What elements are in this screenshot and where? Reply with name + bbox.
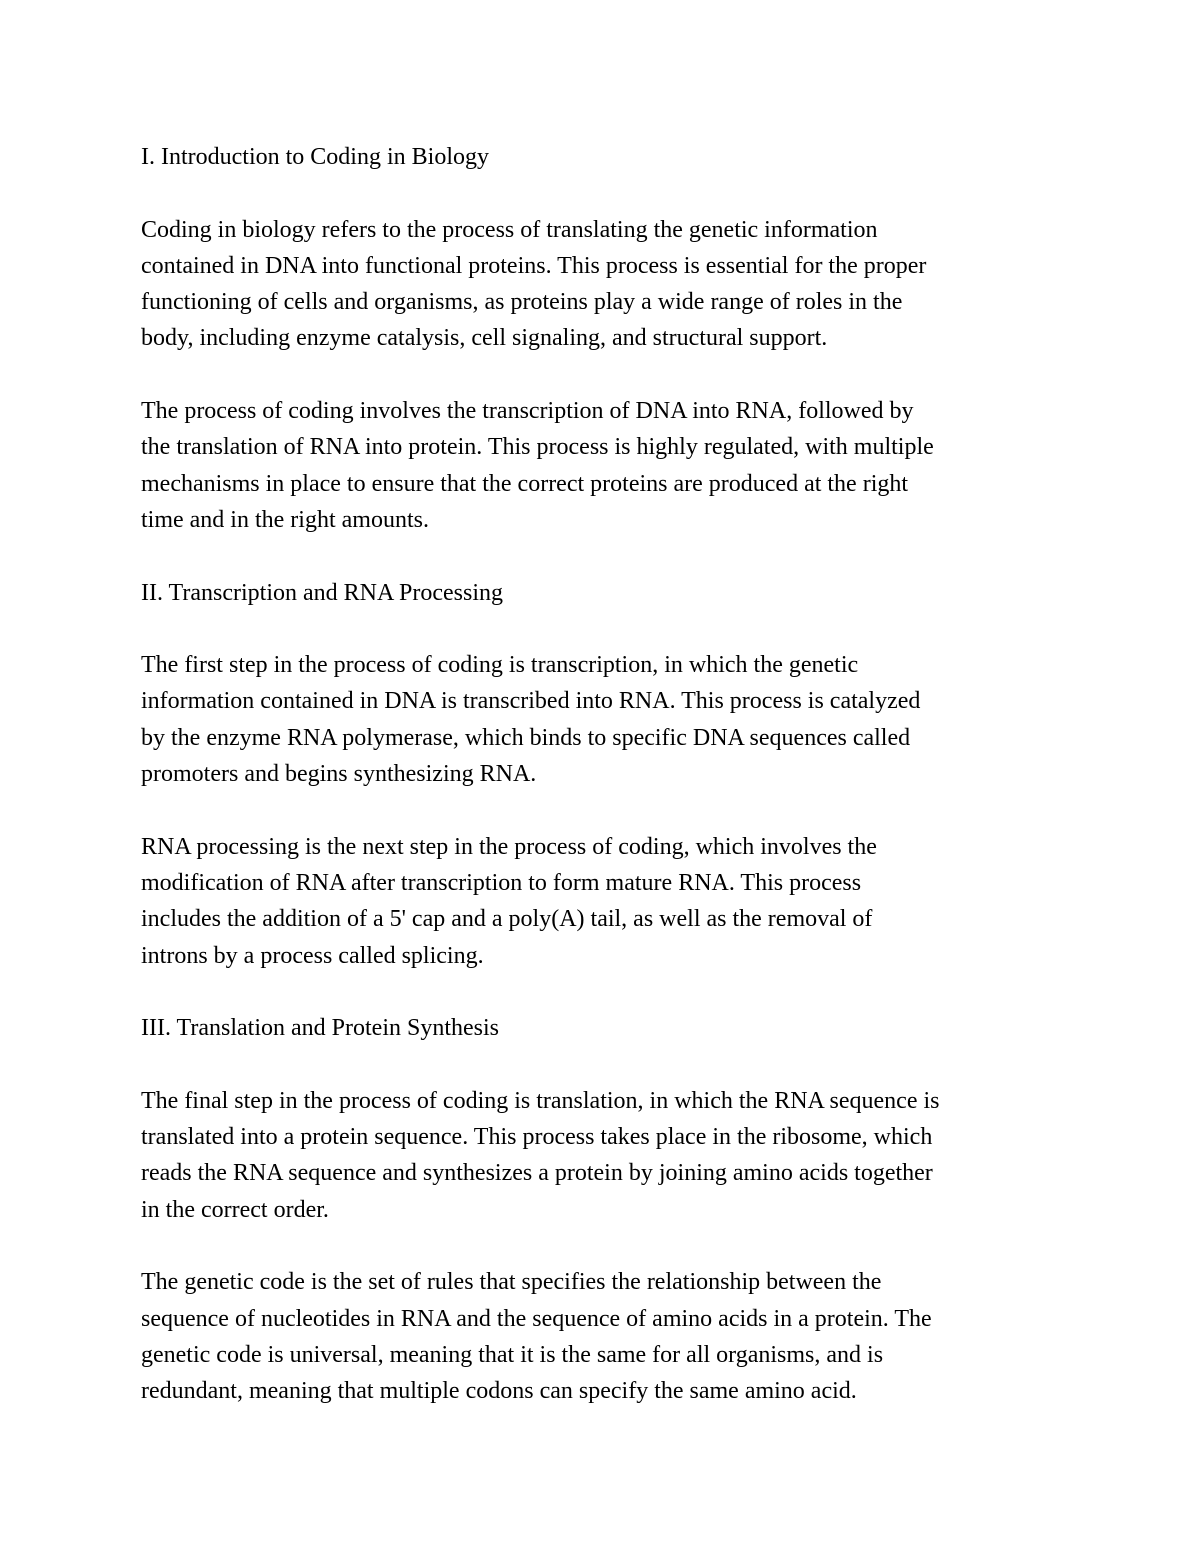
text-line: Coding in biology refers to the process of translating the genetic information (141, 216, 878, 243)
text-line: sequence of nucleotides in RNA and the sequence of amino acids in a protein. The (141, 1305, 932, 1332)
text-line: the translation of RNA into protein. This process is highly regulated, with multiple (141, 434, 934, 461)
document-body (141, 139, 1071, 1409)
text-line: promoters and begins synthesizing RNA. (141, 761, 537, 788)
text-line: functioning of cells and organisms, as proteins play a wide range of roles in the (141, 289, 903, 316)
text-line: mechanisms in place to ensure that the correct proteins are produced at the right (141, 470, 909, 497)
paragraph-coding-definition (141, 212, 1071, 357)
text-line: information contained in DNA is transcribed into RNA. This process is catalyzed (141, 688, 921, 715)
text-line: modification of RNA after transcription to form mature RNA. This process (141, 869, 862, 896)
text-line: body, including enzyme catalysis, cell signaling, and structural support. (141, 325, 828, 352)
text-line: The process of coding involves the transcription of DNA into RNA, followed by (141, 398, 914, 425)
text-line: redundant, meaning that multiple codons can specify the same amino acid. (141, 1378, 857, 1405)
text-line: by the enzyme RNA polymerase, which binds to specific DNA sequences called (141, 724, 911, 751)
text-line: II. Transcription and RNA Processing (141, 579, 503, 606)
text-line: introns by a process called splicing. (141, 942, 484, 969)
text-line: The first step in the process of coding is transcription, in which the genetic (141, 652, 859, 679)
text-line: genetic code is universal, meaning that it is the same for all organisms, and is (141, 1341, 884, 1368)
paragraph-coding-overview (141, 393, 1071, 538)
text-line: III. Translation and Protein Synthesis (141, 1015, 499, 1042)
paragraph-rna-processing (141, 829, 1071, 974)
text-line: translated into a protein sequence. This process takes place in the ribosome, which (141, 1124, 933, 1151)
text-line: in the correct order. (141, 1196, 329, 1223)
section-heading-introduction (141, 139, 1071, 175)
paragraph-translation (141, 1083, 1071, 1228)
section-heading-translation (141, 1010, 1071, 1046)
text-line: I. Introduction to Coding in Biology (141, 144, 489, 170)
text-line: reads the RNA sequence and synthesizes a protein by joining amino acids together (141, 1160, 933, 1187)
text-line: RNA processing is the next step in the process of coding, which involves the (141, 833, 877, 860)
section-heading-transcription (141, 575, 1071, 611)
text-line: contained in DNA into functional proteins. This process is essential for the proper (141, 252, 927, 279)
paragraph-genetic-code (141, 1264, 1071, 1409)
text-line: includes the addition of a 5' cap and a poly(A) tail, as well as the removal of (141, 906, 873, 933)
paragraph-transcription (141, 647, 1071, 792)
text-line: The genetic code is the set of rules that specifies the relationship between the (141, 1269, 882, 1296)
text-line: The final step in the process of coding is translation, in which the RNA sequence is (141, 1087, 940, 1114)
text-line: time and in the right amounts. (141, 506, 429, 533)
